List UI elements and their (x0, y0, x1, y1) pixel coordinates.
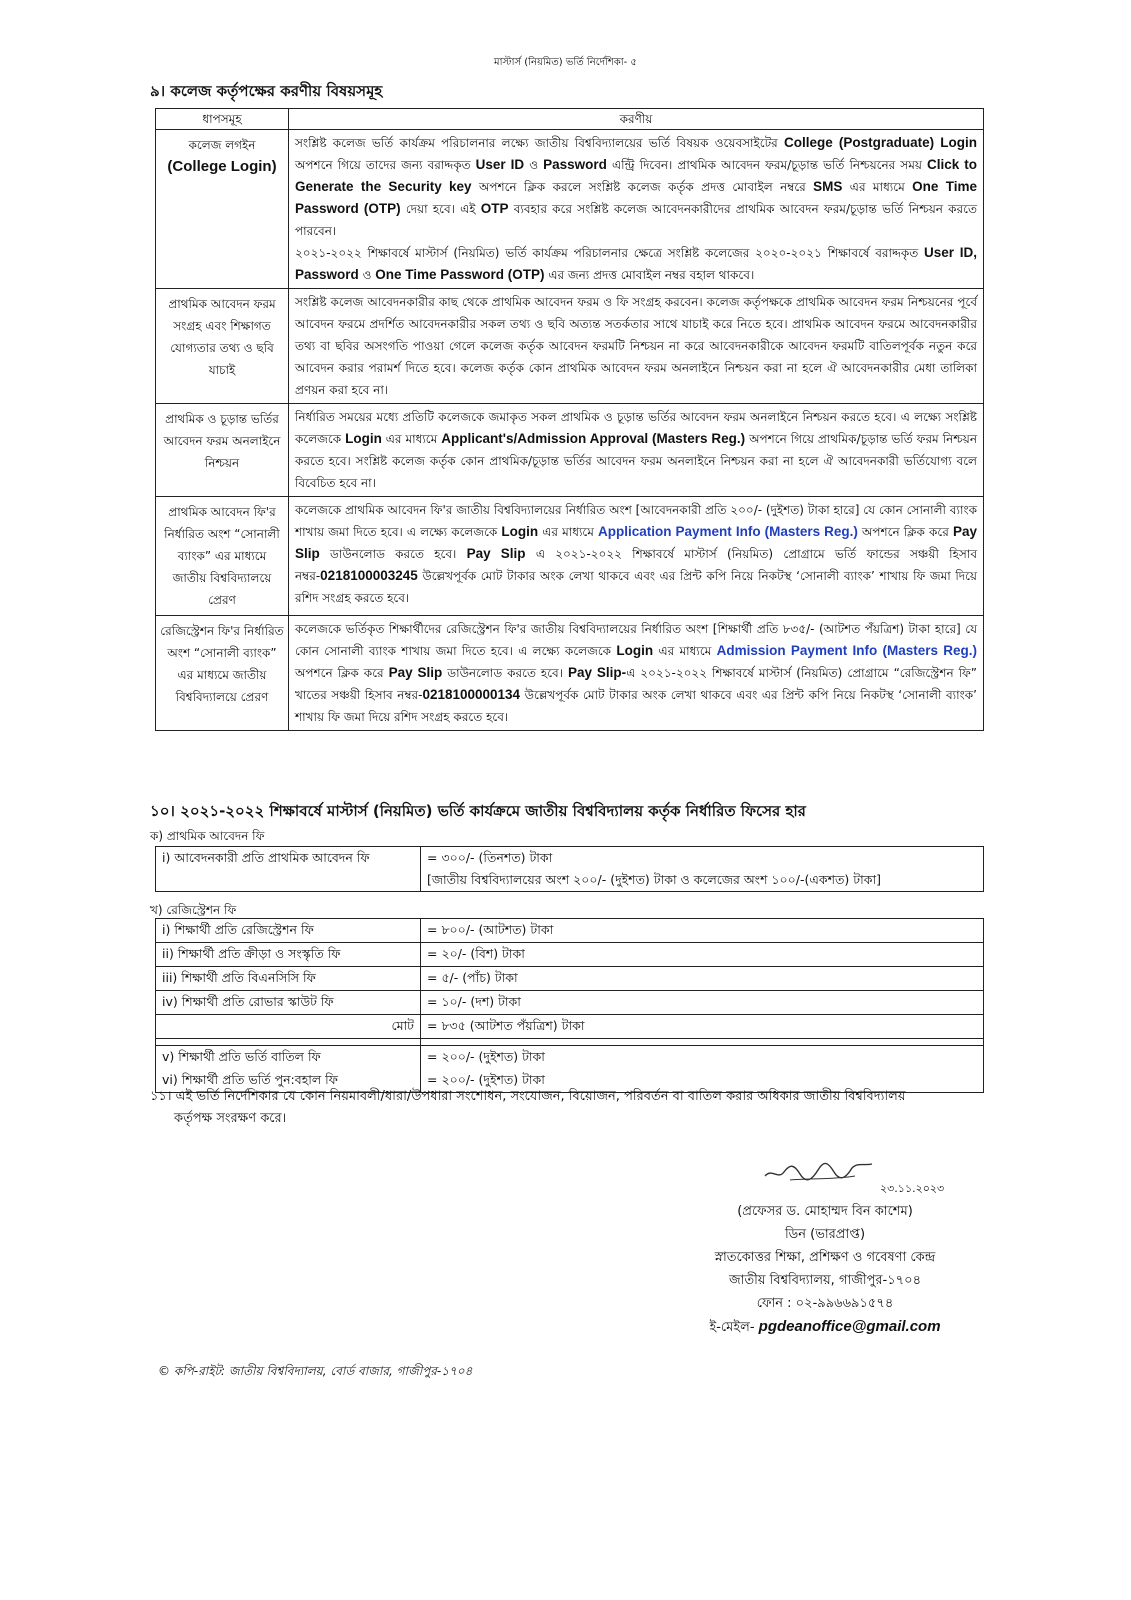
total-row (156, 1015, 984, 1039)
table-row (156, 497, 984, 616)
fee-label: v) শিক্ষার্থী প্রতি ভর্তি বাতিল ফি (156, 1046, 421, 1070)
fee-value: = ১০/- (দশ) টাকা (421, 991, 984, 1015)
text-run: এর মাধ্যমে (842, 180, 913, 194)
text-run: Password (543, 157, 607, 172)
section-9-title: ৯। কলেজ কর্তৃপক্ষের করণীয় বিষয়সমূহ (150, 82, 383, 100)
signatory-office: স্নাতকোত্তর শিক্ষা, প্রশিক্ষণ ও গবেষণা কেন্দ্র (714, 1250, 936, 1265)
account-number: 0218100000134 (422, 687, 521, 702)
table-row (156, 130, 984, 289)
text-run: Pay Slip- (568, 665, 627, 680)
step-cell: রেজিস্ট্রেশন ফি'র নির্ধারিত অংশ “সোনালী ব্যাংক” এর মাধ্যমে জাতীয় বিশ্ববিদ্যালয়ে প্রেরণ (156, 616, 289, 731)
task-paragraph (295, 132, 977, 242)
fee-value: = ৫/- (পাঁচ) টাকা (421, 967, 984, 991)
text-run: অপশনে গিয়ে প্রাথমিক/চূড়ান্ত ভর্তি ফরম নিশ্চয়ন করতে হবে। সংশ্লিষ্ট কলেজ কর্তৃক কোন প্রাথমিক/চূড়ান্ত ভর্তির আবেদন ফরম অনলাইনে নিশ্চয়ন করা না হলে ঐ আবেদনকারী ভর্তিযোগ্য বলে বিবেচিত হবে না। (295, 432, 978, 490)
step-cell: প্রাথমিক আবেদন ফরম সংগ্রহ এবং শিক্ষাগত যোগ্যতার তথ্য ও ছবি যাচাই (156, 289, 289, 404)
section-11-line: কর্তৃপক্ষ সংরক্ষণ করে। (174, 1111, 287, 1126)
text-run: এ ২০২১-২০২২ শিক্ষাবর্ষে মাস্টার্স (নিয়মিত) প্রোগ্রামে “রেজিস্ট্রেশন ফি” খাতের সঞ্চয়ী হিসাব নম্বর- (295, 666, 978, 702)
sub-title-application-fee: ক) প্রাথমিক আবেদন ফি (150, 829, 265, 843)
page-header: মাস্টার্স (নিয়মিত) ভর্তি নির্দেশিকা- ৫ (494, 57, 637, 68)
text-run: User ID, Password (295, 245, 977, 282)
task-cell (289, 616, 984, 731)
text-run: কলেজকে প্রাথমিক আবেদন ফি'র জাতীয় বিশ্ববিদ্যালয়ের নির্ধারিত অংশ [আবেদনকারী প্রতি ২০০/- (দুইশত) টাকা হারে] যে কোন সোনালী ব্যাংক শাখায় জমা দিতে হবে। এ লক্ষ্যে কলেজকে (295, 503, 977, 539)
table-row (156, 967, 984, 991)
task-cell (289, 130, 984, 289)
text-run: এ ২০২১-২০২২ শিক্ষাবর্ষে মাস্টার্স (নিয়মিত) প্রোগ্রামে ভর্তি ফান্ডের সঞ্চয়ী হিসাব নম্বর- (295, 547, 977, 583)
text-run: এর মাধ্যমে (653, 644, 717, 658)
section-11-line: ১১। এই ভর্তি নির্দেশিকার যে কোন নিয়মাবলী/ধারা/উপধারা সংশোধন, সংযোজন, বিয়োজন, পরিবর্তন বা বাতিল করার অধিকার জাতীয় বিশ্ববিদ্যালয় (150, 1089, 906, 1104)
text-run: College (Postgraduate) Login (783, 135, 977, 150)
menu-option-link: Admission Payment Info (Masters Reg.) (716, 643, 977, 658)
signature-image (760, 1150, 880, 1190)
step-cell: প্রাথমিক ও চূড়ান্ত ভর্তির আবেদন ফরম অনলাইনে নিশ্চয়ন (156, 404, 289, 497)
col-tasks-header: করণীয় (289, 109, 984, 130)
task-cell (289, 497, 984, 616)
total-value: = ৮৩৫ (আটশত পঁয়ত্রিশ) টাকা (421, 1015, 984, 1039)
fee-label: iv) শিক্ষার্থী প্রতি রোভার স্কাউট ফি (156, 991, 421, 1015)
text-run: এন্ট্রি দিবেন। প্রাথমিক আবেদন ফরম/চূড়ান্ত ভর্তি নিশ্চয়নের সময় (606, 158, 927, 172)
application-fee-table (155, 846, 984, 892)
text-run: কলেজকে ভর্তিকৃত শিক্ষার্থীদের রেজিস্ট্রেশন ফি'র জাতীয় বিশ্ববিদ্যালয়ের নির্ধারিত অংশ [শিক্ষার্থী প্রতি ৮৩৫/- (আটশত পঁয়ত্রিশ) টাকা হারে] যে কোন সোনালী ব্যাংক শাখায় জমা দিতে হবে। এ লক্ষ্যে কলেজকে (295, 622, 977, 658)
text-run: Pay Slip (295, 524, 977, 561)
text-run: অপশনে ক্লিক করে (857, 525, 953, 539)
menu-option-link: Application Payment Info (Masters Reg.) (598, 524, 858, 539)
table-row (156, 1046, 984, 1070)
account-number: 0218100003245 (320, 568, 418, 583)
registration-fee-table (155, 918, 984, 1093)
text-run: ও (524, 158, 544, 172)
text-run: SMS (813, 179, 843, 194)
col-steps-header: ধাপসমূহ (156, 109, 289, 130)
fee-label: iii) শিক্ষার্থী প্রতি বিএনসিসি ফি (156, 967, 421, 991)
table-row (156, 919, 984, 943)
text-run: User ID (475, 157, 525, 172)
text-run: ডাউনলোড করতে হবে। (442, 666, 568, 680)
fee-label: vi) শিক্ষার্থী প্রতি ভর্তি পুন:বহাল ফি (156, 1069, 421, 1093)
table-header-row (156, 109, 984, 130)
step-label-en: (College Login) (167, 158, 277, 175)
text-run: OTP (480, 201, 509, 216)
text-run: এর মাধ্যমে (381, 432, 442, 446)
fee-value: = ২০০/- (দুইশত) টাকা (421, 1046, 984, 1070)
fee-note: [জাতীয় বিশ্ববিদ্যালয়ের অংশ ২০০/- (দুইশত) টাকা ও কলেজের অংশ ১০০/-(একশত) টাকা] (427, 872, 881, 887)
signatory-university: জাতীয় বিশ্ববিদ্যালয়, গাজীপুর-১৭০৪ (728, 1273, 922, 1288)
text-run: সংশ্লিষ্ট কলেজ ভর্তি কার্যক্রম পরিচালনার লক্ষ্যে জাতীয় বিশ্ববিদ্যালয়ের ভর্তি বিষয়ক ওয়েবসাইটের (295, 136, 784, 150)
text-run: অপশনে গিয়ে তাদের জন্য বরাদ্দকৃত (295, 158, 476, 172)
fee-value: = ৮০০/- (আটশত) টাকা (421, 919, 984, 943)
copyright-footer: © কপি-রাইট: জাতীয় বিশ্ববিদ্যালয়, বোর্ড বাজার, গাজীপুর-১৭০৪ (158, 1364, 473, 1378)
college-tasks-table (155, 108, 984, 731)
fee-value (421, 847, 984, 892)
text-run: অপশনে ক্লিক করলে সংশ্লিষ্ট কলেজ কর্তৃক প্রদত্ত মোবাইল নম্বরে (471, 180, 814, 194)
step-cell (156, 130, 289, 289)
text-run: অপশনে ক্লিক করে (295, 666, 389, 680)
table-row (156, 404, 984, 497)
text-run: Click to Generate the Security key (295, 157, 977, 194)
step-cell: প্রাথমিক আবেদন ফি'র নির্ধারিত অংশ “সোনালী ব্যাংক” এর মাধ্যমে জাতীয় বিশ্ববিদ্যালয়ে প্রেরণ (156, 497, 289, 616)
text-run: এর মাধ্যমে (538, 525, 598, 539)
section-11 (150, 1086, 980, 1130)
table-row (156, 616, 984, 731)
text-run: ডাউনলোড করতে হবে। (319, 547, 467, 561)
text-run: Pay Slip (466, 546, 526, 561)
total-label: মোট (156, 1015, 421, 1039)
table-row (156, 847, 984, 892)
table-row (156, 943, 984, 967)
text-run: Login (345, 431, 382, 446)
text-run: ২০২১-২০২২ শিক্ষাবর্ষে মাস্টার্স (নিয়মিত) ভর্তি কার্যক্রম পরিচালনার ক্ষেত্রে সংশ্লিষ্ট কলেজের ২০২০-২০২১ শিক্ষাবর্ষে বরাদ্দকৃত (295, 246, 925, 260)
step-label: কলেজ লগইন (188, 138, 256, 152)
table-row (156, 289, 984, 404)
text-run: এর জন্য প্রদত্ত মোবাইল নম্বর বহাল থাকবে। (544, 268, 755, 282)
text-run: Applicant's/Admission Approval (Masters Reg.) (441, 431, 746, 446)
task-cell (289, 404, 984, 497)
spacer-row (156, 1039, 984, 1046)
section-10-title: ১০। ২০২১-২০২২ শিক্ষাবর্ষে মাস্টার্স (নিয়মিত) ভর্তি কার্যক্রমে জাতীয় বিশ্ববিদ্যালয় কর্তৃক নির্ধারিত ফিসের হার (150, 802, 806, 820)
text-run: Login (616, 643, 654, 658)
signatory-phone: ফোন : ০২-৯৯৬৬৯১৫৭৪ (756, 1296, 894, 1311)
fee-value: = ২০/- (বিশ) টাকা (421, 943, 984, 967)
spacer-cell (156, 1039, 421, 1046)
task-paragraph (295, 242, 977, 286)
text-run: ব্যবহার করে সংশ্লিষ্ট কলেজ আবেদনকারীদের প্রাথমিক আবেদন ফরম/চূড়ান্ত ভর্তি নিশ্চয়ন করতে পারবেন। (295, 202, 977, 238)
fee-value: = ২০০/- (দুইশত) টাকা (421, 1069, 984, 1093)
text-run: উল্লেখপূর্বক মোট টাকার অংক লেখা থাকবে এবং এর প্রিন্ট কপি নিয়ে নিকটস্থ ‘সোনালী ব্যাংক’ শাখায় ফি জমা দিয়ে রশিদ সংগ্রহ করতে হবে। (295, 688, 977, 724)
text-run: নির্ধারিত সময়ের মধ্যে প্রতিটি কলেজকে জমাকৃত সকল প্রাথমিক ও চূড়ান্ত ভর্তির আবেদন ফরম অনলাইনে নিশ্চয়ন করতে হবে। এ লক্ষ্যে সংশ্লিষ্ট কলেজকে (295, 410, 977, 446)
text-run: দেয়া হবে। এই (400, 202, 481, 216)
spacer-cell (421, 1039, 984, 1046)
sub-title-registration-fee: খ) রেজিস্ট্রেশন ফি (150, 903, 237, 917)
email-link[interactable]: pgdeanoffice@gmail.com (758, 1318, 941, 1335)
signatory-block (660, 1200, 990, 1339)
text-run: Pay Slip (388, 665, 443, 680)
text-run: Login (501, 524, 539, 539)
text-run: ও (358, 268, 376, 282)
fee-label: i) আবেদনকারী প্রতি প্রাথমিক আবেদন ফি (156, 847, 421, 892)
fee-amount: = ৩০০/- (তিনশত) টাকা (427, 850, 553, 865)
task-cell: সংশ্লিষ্ট কলেজ আবেদনকারীর কাছ থেকে প্রাথমিক আবেদন ফরম ও ফি সংগ্রহ করবেন। কলেজ কর্তৃপক্ষকে প্রাথমিক আবেদন ফরম নিশ্চয়নের পূর্বে আবেদন ফরমে প্রদর্শিত আবেদনকারীর সকল তথ্য ও ছবি অত্যন্ত সতর্কতার সাথে যাচাই করে নিতে হবে। প্রাথমিক আবেদন ফরমে আবেদনকারীর তথ্য বা ছবির অসংগতি পাওয়া গেলে কলেজ কর্তৃক আবেদন ফরমটি নিশ্চয়ন না করে আবেদনকারীকে আবেদন ফরমটি বাতিলপূর্বক নতুন করে আবেদন করার পরামর্শ দিতে হবে। কলেজ কর্তৃক কোন প্রাথমিক আবেদন ফরম অনলাইনে নিশ্চয়ন করা না হলে ঐ আবেদনকারীর মেধা তালিকা প্রণয়ন করা হবে না। (289, 289, 984, 404)
text-run: উল্লেখপূর্বক মোট টাকার অংক লেখা থাকবে এবং এর প্রিন্ট কপি নিয়ে নিকটস্থ ‘সোনালী ব্যাংক’ শাখায় ফি জমা দিয়ে রশিদ সংগ্রহ করতে হবে। (295, 569, 977, 605)
signature-date: ২৩.১১.২০২৩ (880, 1182, 945, 1195)
text-run: One Time Password (OTP) (295, 179, 978, 216)
fee-label: i) শিক্ষার্থী প্রতি রেজিস্ট্রেশন ফি (156, 919, 421, 943)
signatory-name: (প্রফেসর ড. মোহাম্মদ বিন কাশেম) (737, 1204, 913, 1219)
text-run: One Time Password (OTP) (375, 267, 545, 282)
table-row (156, 991, 984, 1015)
signatory-email-line (660, 1315, 990, 1339)
signatory-designation: ডিন (ভারপ্রাপ্ত) (784, 1227, 866, 1242)
email-label: ই-মেইল- (709, 1320, 759, 1335)
fee-label: ii) শিক্ষার্থী প্রতি ক্রীড়া ও সংস্কৃতি ফি (156, 943, 421, 967)
